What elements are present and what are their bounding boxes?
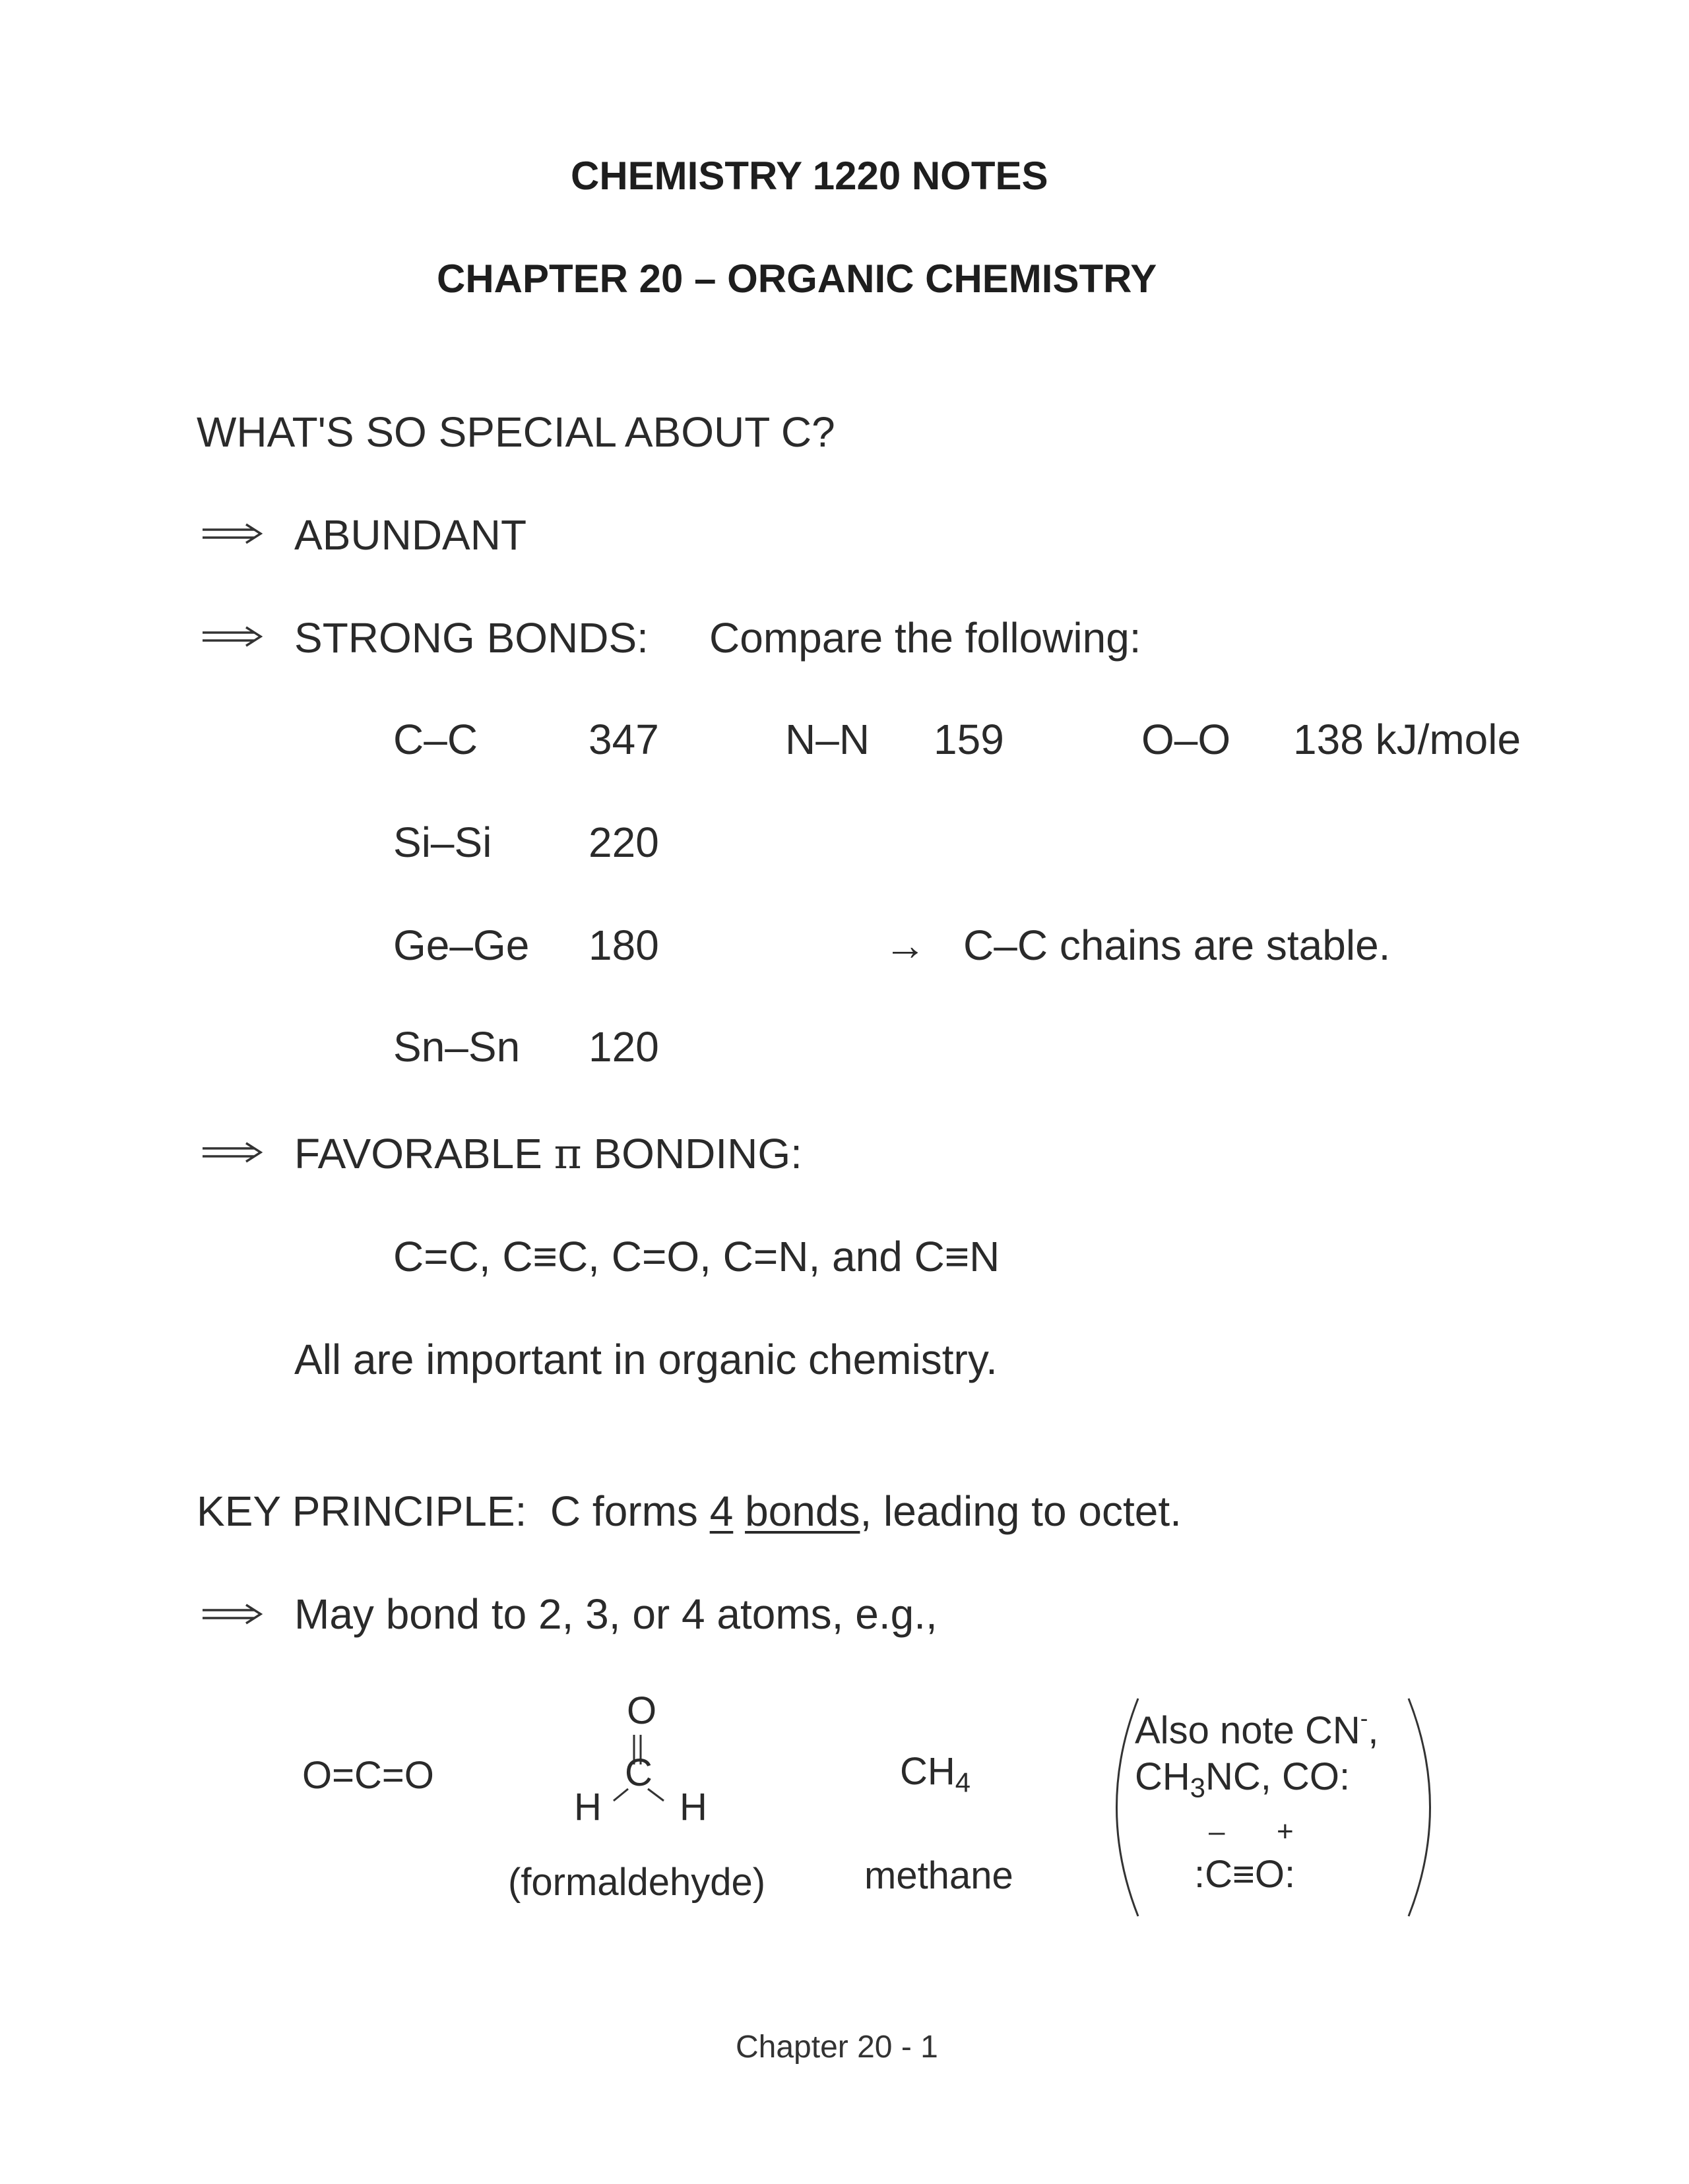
bond-energy: 180 [589, 921, 659, 969]
charge-plus: + [1277, 1815, 1294, 1848]
bond-energy: 347 [589, 716, 659, 763]
compare-label: Compare the following: [709, 614, 1141, 662]
note-line-2-text: CH [1135, 1755, 1190, 1798]
note-line-1-text: Also note CN [1135, 1709, 1360, 1753]
right-parenthesis [1405, 1695, 1445, 1919]
may-bond-text: May bond to 2, 3, or 4 atoms, e.g., [294, 1590, 938, 1638]
double-arrow-icon [203, 625, 263, 648]
formaldehyde-carbon: C [625, 1751, 653, 1794]
bond-energy: 159 [934, 716, 1004, 763]
page-number: Chapter 20 - 1 [736, 2030, 938, 2065]
methane-formula-subscript: 4 [955, 1766, 971, 1798]
formaldehyde-hydrogen: H [574, 1786, 602, 1828]
note-line-2 [1135, 1755, 1350, 1804]
key-text-b: , leading to octet. [860, 1487, 1182, 1535]
bond-name: Ge–Ge [393, 921, 530, 969]
abundant-label: ABUNDANT [294, 511, 527, 559]
methane-formula-main: CH [900, 1750, 955, 1793]
right-arrow-icon: → [884, 921, 926, 969]
pi-suffix: BONDING: [593, 1130, 802, 1177]
bond-energy: 220 [589, 819, 659, 866]
section-heading: WHAT'S SO SPECIAL ABOUT C? [197, 408, 835, 456]
bond-energy: 138 kJ/mole [1293, 716, 1521, 763]
bond-name: C–C [393, 716, 478, 763]
formaldehyde-oxygen: O [627, 1689, 657, 1732]
pi-symbol: π [554, 1130, 582, 1179]
formaldehyde-name: (formaldehyde) [508, 1861, 766, 1904]
formaldehyde-hydrogen: H [680, 1786, 707, 1828]
pi-prefix: FAVORABLE [294, 1130, 542, 1177]
methane-formula [900, 1749, 971, 1799]
note-line-1-superscript: - [1360, 1706, 1368, 1732]
pi-bonds-list: C=C, C≡C, C=O, C=N, and C≡N [393, 1233, 1000, 1280]
note-line-2-subscript: 3 [1190, 1772, 1206, 1803]
bond-name: Si–Si [393, 819, 492, 866]
key-text-a: C forms [550, 1487, 698, 1535]
key-label: KEY PRINCIPLE: [197, 1487, 527, 1535]
strong-bonds-label: STRONG BONDS: [294, 614, 649, 662]
note-line-2-rest: NC, CO: [1205, 1755, 1351, 1798]
bond-energy: 120 [589, 1023, 659, 1071]
chain-note: C–C chains are stable. [963, 921, 1391, 969]
pi-bonding-label [294, 1129, 802, 1179]
key-num: 4 [709, 1487, 734, 1535]
bond-name: O–O [1141, 716, 1231, 763]
methane-name: methane [864, 1854, 1013, 1897]
note-line-1 [1135, 1706, 1378, 1753]
chapter-title: CHAPTER 20 – ORGANIC CHEMISTRY [437, 257, 1157, 301]
double-arrow-icon [203, 1141, 263, 1164]
double-arrow-icon [203, 522, 263, 545]
co-lewis-structure: :C≡O: [1194, 1853, 1296, 1896]
bond-name: Sn–Sn [393, 1023, 521, 1071]
pi-note: All are important in organic chemistry. [294, 1336, 998, 1383]
page-title: CHEMISTRY 1220 NOTES [571, 154, 1048, 198]
note-line-1-comma: , [1368, 1709, 1379, 1753]
bond-name: N–N [785, 716, 870, 763]
key-principle [197, 1487, 1182, 1536]
double-arrow-icon [203, 1603, 263, 1625]
key-bonds: bonds [745, 1487, 860, 1535]
charge-minus: – [1209, 1815, 1225, 1848]
co2-formula: O=C=O [302, 1754, 434, 1797]
